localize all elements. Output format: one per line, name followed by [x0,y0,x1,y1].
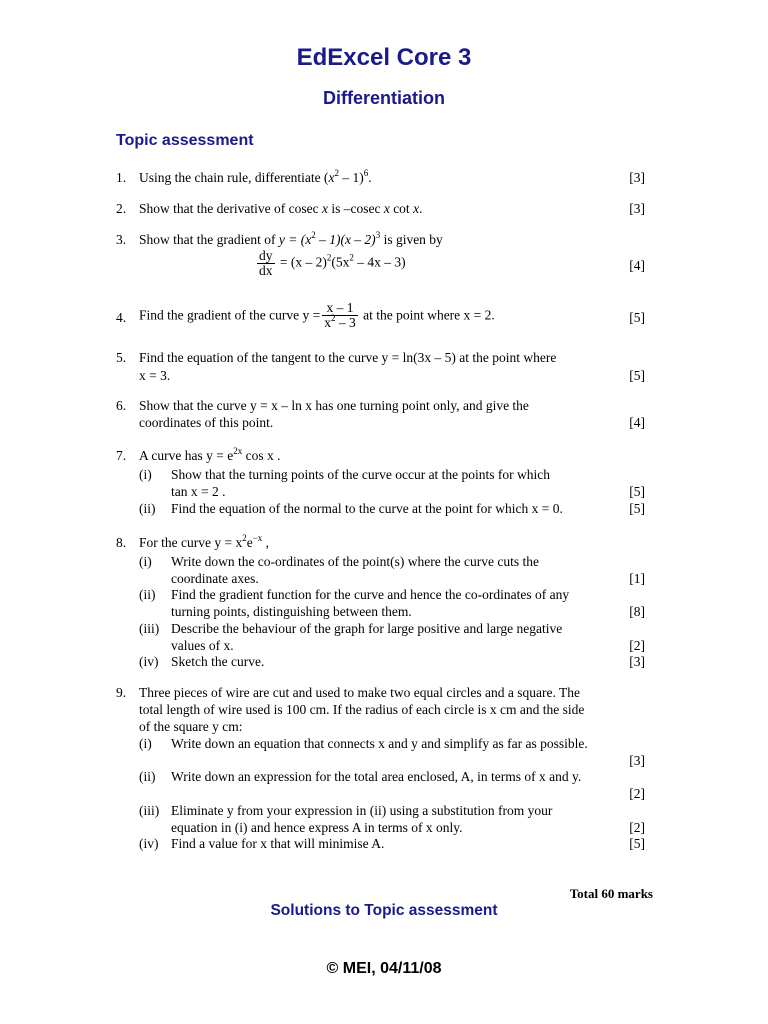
part-label: (iii) [139,803,160,818]
question-text: Show that the derivative of cosec x is –cosec x cot x. [139,201,423,216]
question-marks: [5] [629,368,645,383]
part-label: (ii) [139,501,156,516]
part-marks: [1] [629,571,645,586]
question-marks: [3] [629,170,645,185]
question-marks: [4] [629,258,645,273]
question-marks: [5] [629,310,645,325]
part-text: Find a value for x that will minimise A. [171,836,385,851]
part-label: (i) [139,467,152,482]
part-text-continued: coordinate axes. [171,571,259,586]
part-text-continued: values of x. [171,638,234,653]
question-number: 8. [116,535,127,550]
part-text: Write down an equation that connects x and y and simplify as far as possible. [171,736,588,751]
part-marks: [8] [629,604,645,619]
part-text: Describe the behaviour of the graph for large positive and large negative [171,621,563,636]
question-text: Show that the gradient of $y = (x^2 - 1)(x - 2)^3$ is given by [139,230,443,247]
question-text: Find the equation of the tangent to the curve y = ln(3x – 5) at the point where [139,350,557,365]
part-label: (iv) [139,654,159,669]
solutions-link[interactable]: Solutions to Topic assessment [270,902,498,919]
part-text: Sketch the curve. [171,654,265,669]
derivative-equation: $\frac{dy}{dx}$ = $(x - 2)^2(5x^2 - 4x - 3)$ [259,248,406,278]
question-text-continued: x = 3. [139,368,171,383]
question-number: 6. [116,398,127,413]
part-text: Show that the turning points of the curve occur at the points for which [171,467,551,482]
part-label: (iv) [139,836,159,851]
question-text-continued: of the square y cm: [139,719,243,734]
part-marks: [5] [629,836,645,851]
question-number: 4. [116,310,127,325]
part-marks: [2] [629,786,645,801]
part-text: Write down the co-ordinates of the point(s) where the curve cuts the [171,554,539,569]
question-number: 1. [116,170,127,185]
part-label: (ii) [139,769,156,784]
part-label: (i) [139,554,152,569]
question-number: 2. [116,201,127,216]
question-text: Using the chain rule, differentiate $(x^2 - 1)^6$. [139,168,372,185]
document-subtitle: Differentiation [322,88,445,108]
question-number: 3. [116,232,127,247]
part-text: Find the gradient function for the curve and hence the co-ordinates of any [171,587,570,602]
question-text: Three pieces of wire are cut and used to make two equal circles and a square. The [139,685,580,700]
part-label: (i) [139,736,152,751]
part-label: (ii) [139,587,156,602]
part-marks: [3] [629,654,645,669]
copyright-footer: © MEI, 04/11/08 [326,960,442,977]
question-text: For the curve $y = x^2e^{-x}$ , [139,533,270,550]
part-marks: [5] [629,501,645,516]
part-text-continued: equation in (i) and hence express A in terms of x only. [171,820,463,835]
part-text: Write down an expression for the total area enclosed, A, in terms of x and y. [171,769,582,784]
part-label: (iii) [139,621,160,636]
part-marks: [2] [629,820,645,835]
part-marks: [2] [629,638,645,653]
part-text: Eliminate y from your expression in (ii) using a substitution from your [171,803,553,818]
part-text: Find the equation of the normal to the curve at the point for which x = 0. [171,501,563,516]
question-number: 5. [116,350,127,365]
part-text-continued: tan x = 2 . [171,484,226,499]
part-text-continued: turning points, distinguishing between them. [171,604,412,619]
document-title: EdExcel Core 3 [296,44,472,71]
question-number: 7. [116,448,127,463]
question-text: A curve has $y = e^{2x}$ cos x . [139,446,281,463]
question-text-continued: coordinates of this point. [139,415,274,430]
question-number: 9. [116,685,127,700]
total-marks: Total 60 marks [569,886,653,901]
section-heading: Topic assessment [116,132,254,149]
question-text-continued: total length of wire used is 100 cm. If the radius of each circle is x cm and the side [139,702,585,717]
question-marks: [3] [629,201,645,216]
part-marks: [5] [629,484,645,499]
question-text: Find the gradient of the curve y = $\frac{x - 1}{x^2 - 3}$ at the point where x = 2. [139,300,495,330]
part-marks: [3] [629,753,645,768]
question-marks: [4] [629,415,645,430]
question-text: Show that the curve y = x – ln x has one turning point only, and give the [139,398,529,413]
